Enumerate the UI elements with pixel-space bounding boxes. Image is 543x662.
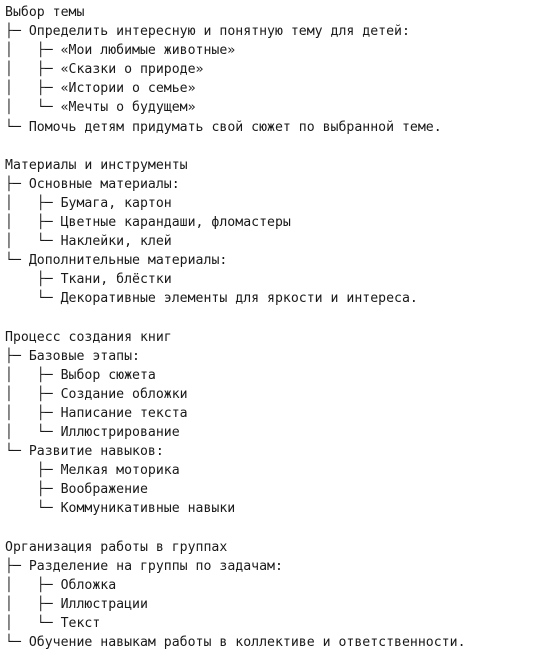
section-spacer	[5, 309, 543, 328]
tree-subitem	[5, 480, 543, 499]
tree-subitem	[5, 41, 543, 60]
tree-connector: │ ├─	[5, 386, 61, 402]
tree-connector: └─	[5, 501, 61, 517]
section-title-text: Материалы и инструменты	[5, 157, 188, 173]
tree-connector: └─	[5, 253, 29, 269]
tree-connector: │ ├─	[5, 577, 61, 593]
tree-connector: ├─	[5, 558, 29, 574]
section-spacer	[5, 137, 543, 156]
tree-subitem	[5, 60, 543, 79]
tree-item-text: Разделение на группы по задачам:	[28, 558, 283, 574]
tree-connector: ├─	[5, 348, 29, 364]
tree-item-text: Основные материалы:	[28, 176, 180, 192]
section-spacer	[5, 519, 543, 538]
tree-connector: └─	[5, 119, 29, 135]
tree-item-text: Помочь детям придумать свой сюжет по выбранной теме.	[28, 119, 442, 135]
tree-connector: ├─	[5, 482, 61, 498]
tree-subitem	[5, 404, 543, 423]
tree-item-text: Развитие навыков:	[28, 444, 164, 460]
tree-connector: │ └─	[5, 100, 61, 116]
tree-subitem-text: Мелкая моторика	[60, 463, 180, 479]
tree-subitem	[5, 213, 543, 232]
tree-connector: │ └─	[5, 425, 61, 441]
section-title-text: Организация работы в группах	[5, 539, 228, 555]
tree-item-text: Базовые этапы:	[28, 348, 140, 364]
tree-connector: │ ├─	[5, 405, 61, 421]
tree-subitem-text: Наклейки, клей	[60, 234, 172, 250]
tree-subitem-text: Цветные карандаши, фломастеры	[60, 215, 291, 231]
tree-subitem-text: Иллюстрирование	[60, 425, 180, 441]
tree-subitem-text: «Истории о семье»	[60, 81, 196, 97]
tree-connector: ├─	[5, 176, 29, 192]
tree-subitem-text: Иллюстрации	[60, 596, 148, 612]
section-title-text: Процесс создания книг	[5, 329, 172, 345]
tree-subitem-text: Создание обложки	[60, 386, 188, 402]
tree-subitem-text: Обложка	[60, 577, 117, 593]
tree-connector: │ └─	[5, 234, 61, 250]
tree-subitem-text: Ткани, блёстки	[60, 272, 172, 288]
tree-subitem-text: Декоративные элементы для яркости и интереса.	[60, 291, 418, 307]
tree-subitem-text: Выбор сюжета	[60, 367, 156, 383]
tree-subitem	[5, 595, 543, 614]
tree-item	[5, 557, 543, 576]
tree-subitem	[5, 499, 543, 518]
tree-item-text: Обучение навыкам работы в коллективе и ответственности.	[28, 635, 466, 651]
tree-subitem-text: Написание текста	[60, 405, 188, 421]
tree-subitem	[5, 366, 543, 385]
tree-connector: ├─	[5, 272, 61, 288]
tree-item	[5, 347, 543, 366]
section-title	[5, 328, 543, 347]
tree-connector: ├─	[5, 24, 29, 40]
tree-item	[5, 118, 543, 137]
tree-subitem-text: Текст	[60, 616, 101, 631]
section-title	[5, 3, 543, 22]
tree-subitem	[5, 289, 543, 308]
tree-subitem	[5, 576, 543, 595]
section-title	[5, 538, 543, 557]
tree-subitem	[5, 385, 543, 404]
tree-item-text: Дополнительные материалы:	[28, 253, 228, 269]
tree-connector: ├─	[5, 463, 61, 479]
tree-subitem	[5, 98, 543, 117]
tree-connector: └─	[5, 444, 29, 460]
tree-connector: │ ├─	[5, 195, 61, 211]
tree-item	[5, 442, 543, 461]
tree-connector: │ ├─	[5, 367, 61, 383]
tree-connector: │ ├─	[5, 215, 61, 231]
tree-item	[5, 251, 543, 270]
tree-subitem	[5, 194, 543, 213]
tree-item	[5, 175, 543, 194]
tree-subitem	[5, 461, 543, 480]
section-title-text: Выбор темы	[5, 5, 85, 20]
tree-subitem	[5, 423, 543, 442]
tree-connector: └─	[5, 291, 61, 307]
tree-item-text: Определить интересную и понятную тему для детей:	[28, 24, 410, 40]
tree-connector: │ ├─	[5, 596, 61, 612]
tree-subitem	[5, 614, 543, 633]
section-title	[5, 156, 543, 175]
tree-subitem	[5, 79, 543, 98]
tree-subitem-text: «Мои любимые животные»	[60, 43, 236, 59]
tree-connector: │ ├─	[5, 62, 61, 78]
tree-connector: │ ├─	[5, 81, 61, 97]
tree-subitem-text: Коммуникативные навыки	[60, 501, 236, 517]
tree-subitem	[5, 232, 543, 251]
tree-connector: └─	[5, 635, 29, 651]
tree-item	[5, 22, 543, 41]
tree-subitem-text: Бумага, картон	[60, 195, 172, 211]
tree-subitem-text: «Сказки о природе»	[60, 62, 204, 78]
tree-connector: │ ├─	[5, 43, 61, 59]
tree-subitem	[5, 270, 543, 289]
tree-connector: │ └─	[5, 616, 61, 631]
tree-subitem-text: «Мечты о будущем»	[60, 100, 196, 116]
outline-tree	[5, 3, 543, 652]
tree-subitem-text: Воображение	[60, 482, 148, 498]
tree-item	[5, 633, 543, 652]
